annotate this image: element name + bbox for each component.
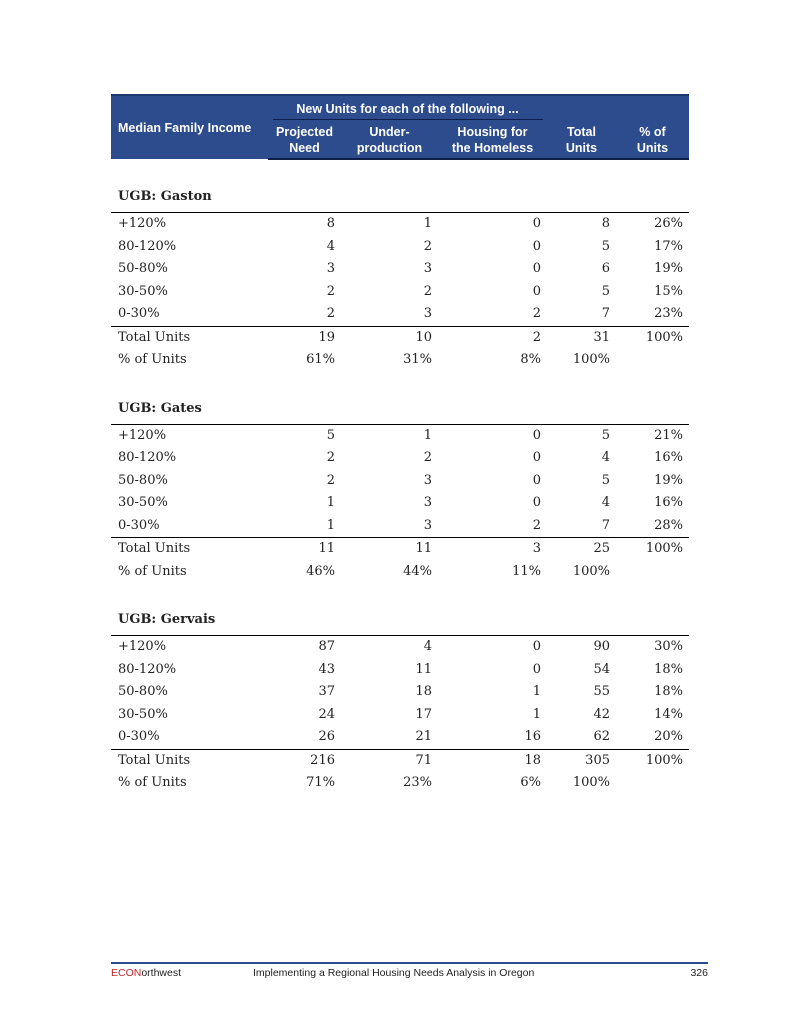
cell-tu: 7	[601, 306, 610, 321]
cell-pu: 23%	[654, 306, 683, 321]
row-label: 80-120%	[118, 661, 177, 677]
cell-pn: 24	[318, 706, 335, 722]
cell-tu: 5	[601, 427, 610, 443]
row-label: 50-80%	[118, 684, 168, 699]
table-row	[111, 726, 689, 749]
cell-hh: 6%	[520, 775, 541, 790]
cell-up: 11	[341, 538, 438, 561]
cell-pu	[616, 349, 689, 372]
cell-pu: 20%	[654, 729, 683, 744]
cell-pu: 17%	[654, 238, 683, 254]
cell-tu: 6	[601, 261, 610, 276]
cell-pu: 19%	[654, 261, 683, 276]
cell-up: 23%	[403, 775, 432, 790]
cell-pu: 14%	[654, 706, 683, 722]
cell-up: 11	[415, 661, 432, 677]
cell-hh: 0	[532, 661, 541, 677]
cell-tu: 55	[593, 684, 610, 699]
cell-tu: 31	[547, 326, 616, 349]
cell-hh: 0	[532, 495, 541, 510]
cell-tu: 100%	[572, 352, 610, 367]
cell-up: 3	[423, 517, 432, 533]
percent-units-header: % of Units	[616, 121, 689, 159]
row-label: 0-30%	[118, 729, 160, 744]
cell-tu: 4	[601, 495, 610, 510]
cell-up: 18	[415, 684, 432, 699]
row-label: +120%	[118, 639, 167, 654]
table-row	[111, 281, 689, 304]
cell-hh: 2	[532, 306, 541, 321]
cell-pn: 87	[318, 639, 335, 654]
section-spacer	[111, 583, 689, 605]
cell-up: 31%	[403, 352, 432, 367]
cell-hh: 0	[532, 283, 541, 299]
cell-tu: 7	[601, 517, 610, 533]
cell-hh: 0	[532, 639, 541, 654]
section-spacer	[111, 372, 689, 394]
cell-pn: 61%	[306, 352, 335, 367]
table-row	[111, 659, 689, 682]
cell-hh: 0	[532, 216, 541, 231]
cell-pu: 21%	[654, 427, 683, 443]
underproduction-header: Under- production	[341, 121, 438, 159]
section-title: UGB: Gaston	[111, 182, 689, 213]
median-family-income-header: Median Family Income	[111, 95, 268, 159]
row-label: % of Units	[118, 563, 187, 579]
cell-pu: 26%	[654, 216, 683, 231]
table-body	[111, 159, 689, 795]
cell-tu: 100%	[572, 775, 610, 790]
cell-pn: 1	[326, 517, 335, 533]
cell-pn: 37	[318, 684, 335, 699]
cell-hh: 0	[532, 261, 541, 276]
cell-pn: 2	[326, 450, 335, 465]
row-label: +120%	[118, 427, 167, 443]
cell-tu: 100%	[572, 563, 610, 579]
page-number: 326	[690, 967, 708, 979]
row-label: 80-120%	[118, 450, 177, 465]
table-row	[111, 492, 689, 515]
cell-up: 17	[415, 706, 432, 722]
row-label: % of Units	[118, 352, 187, 367]
cell-pu: 18%	[654, 684, 683, 699]
row-label: 0-30%	[118, 517, 160, 533]
row-label: Total Units	[111, 326, 268, 349]
row-label: 0-30%	[118, 306, 160, 321]
cell-pn: 5	[326, 427, 335, 443]
cell-pn: 8	[326, 216, 335, 231]
cell-pn: 46%	[306, 563, 335, 579]
cell-pn: 26	[318, 729, 335, 744]
cell-pn: 2	[326, 283, 335, 299]
section-title: UGB: Gates	[111, 394, 689, 425]
cell-pn: 3	[326, 261, 335, 276]
cell-hh: 0	[532, 472, 541, 488]
cell-up: 2	[423, 450, 432, 465]
cell-pn: 2	[326, 472, 335, 488]
row-label: 80-120%	[118, 238, 177, 254]
total-row	[111, 749, 689, 772]
cell-up: 1	[423, 427, 432, 443]
table-row	[111, 704, 689, 727]
cell-pn: 71%	[306, 775, 335, 790]
percent-row	[111, 772, 689, 795]
cell-pn: 11	[268, 538, 341, 561]
cell-up: 2	[423, 283, 432, 299]
row-label: 30-50%	[118, 706, 168, 722]
section-title: UGB: Gervais	[111, 605, 689, 636]
housing-homeless-header: Housing for the Homeless	[438, 121, 547, 159]
cell-pu: 16%	[654, 450, 683, 465]
section-title-row	[111, 182, 689, 213]
section-spacer	[111, 159, 689, 182]
cell-tu: 5	[601, 283, 610, 299]
table-row	[111, 681, 689, 704]
cell-hh: 3	[438, 538, 547, 561]
table-row	[111, 424, 689, 447]
cell-pu: 18%	[654, 661, 683, 677]
row-label: Total Units	[111, 749, 268, 772]
cell-pn: 2	[326, 306, 335, 321]
cell-hh: 0	[532, 450, 541, 465]
table-row	[111, 470, 689, 493]
cell-pn: 216	[268, 749, 341, 772]
cell-pu: 30%	[654, 639, 683, 654]
cell-tu: 4	[601, 450, 610, 465]
percent-row	[111, 349, 689, 372]
table-header	[111, 95, 689, 159]
row-label: Total Units	[111, 538, 268, 561]
table-row	[111, 303, 689, 326]
row-label: +120%	[118, 216, 167, 231]
cell-tu: 5	[601, 238, 610, 254]
cell-hh: 0	[532, 238, 541, 254]
cell-up: 2	[423, 238, 432, 254]
cell-hh: 18	[438, 749, 547, 772]
page-footer	[111, 962, 708, 982]
cell-up: 10	[341, 326, 438, 349]
projected-need-header: Projected Need	[268, 121, 341, 159]
table-row	[111, 636, 689, 659]
section-title-row	[111, 394, 689, 425]
cell-tu: 42	[593, 706, 610, 722]
cell-up: 3	[423, 306, 432, 321]
cell-pn: 4	[326, 238, 335, 254]
cell-hh: 2	[438, 326, 547, 349]
total-row	[111, 326, 689, 349]
cell-pn: 19	[268, 326, 341, 349]
cell-pu: 28%	[654, 517, 683, 533]
cell-pu	[616, 561, 689, 584]
cell-tu: 8	[601, 216, 610, 231]
cell-hh: 1	[532, 684, 541, 699]
cell-tu: 25	[547, 538, 616, 561]
group-header-label: New Units for each of the following ...	[273, 98, 543, 120]
cell-up: 71	[341, 749, 438, 772]
cell-hh: 2	[532, 517, 541, 533]
cell-pu: 100%	[616, 538, 689, 561]
cell-hh: 16	[524, 729, 541, 744]
cell-up: 4	[423, 639, 432, 654]
cell-up: 3	[423, 472, 432, 488]
section-title-row	[111, 605, 689, 636]
cell-tu: 90	[593, 639, 610, 654]
row-label: % of Units	[118, 775, 187, 790]
cell-tu: 5	[601, 472, 610, 488]
percent-row	[111, 561, 689, 584]
group-header	[268, 95, 547, 121]
cell-up: 21	[415, 729, 432, 744]
table-row	[111, 236, 689, 259]
cell-pu	[616, 772, 689, 795]
cell-up: 1	[423, 216, 432, 231]
cell-hh: 8%	[520, 352, 541, 367]
cell-hh: 0	[532, 427, 541, 443]
cell-tu: 305	[547, 749, 616, 772]
cell-pu: 100%	[616, 326, 689, 349]
cell-pn: 1	[326, 495, 335, 510]
row-label: 50-80%	[118, 261, 168, 276]
cell-pu: 100%	[616, 749, 689, 772]
cell-up: 3	[423, 495, 432, 510]
cell-pn: 43	[318, 661, 335, 677]
header-blank	[547, 95, 689, 121]
cell-hh: 11%	[512, 563, 541, 579]
total-row	[111, 538, 689, 561]
econorthwest-logo: ECONorthwest	[111, 967, 182, 979]
table-row	[111, 258, 689, 281]
row-label: 30-50%	[118, 495, 168, 510]
cell-pu: 16%	[654, 495, 683, 510]
cell-up: 3	[423, 261, 432, 276]
cell-up: 44%	[403, 563, 432, 579]
row-label: 50-80%	[118, 472, 168, 488]
footer-title: Implementing a Regional Housing Needs Analysis in Oregon	[253, 967, 535, 979]
table-row	[111, 515, 689, 538]
cell-pu: 15%	[654, 283, 683, 299]
total-units-header: Total Units	[547, 121, 616, 159]
housing-units-table	[111, 94, 689, 795]
cell-tu: 62	[593, 729, 610, 744]
row-label: 30-50%	[118, 283, 168, 299]
cell-tu: 54	[593, 661, 610, 677]
cell-hh: 1	[532, 706, 541, 722]
table-row	[111, 213, 689, 236]
cell-pu: 19%	[654, 472, 683, 488]
table-row	[111, 447, 689, 470]
